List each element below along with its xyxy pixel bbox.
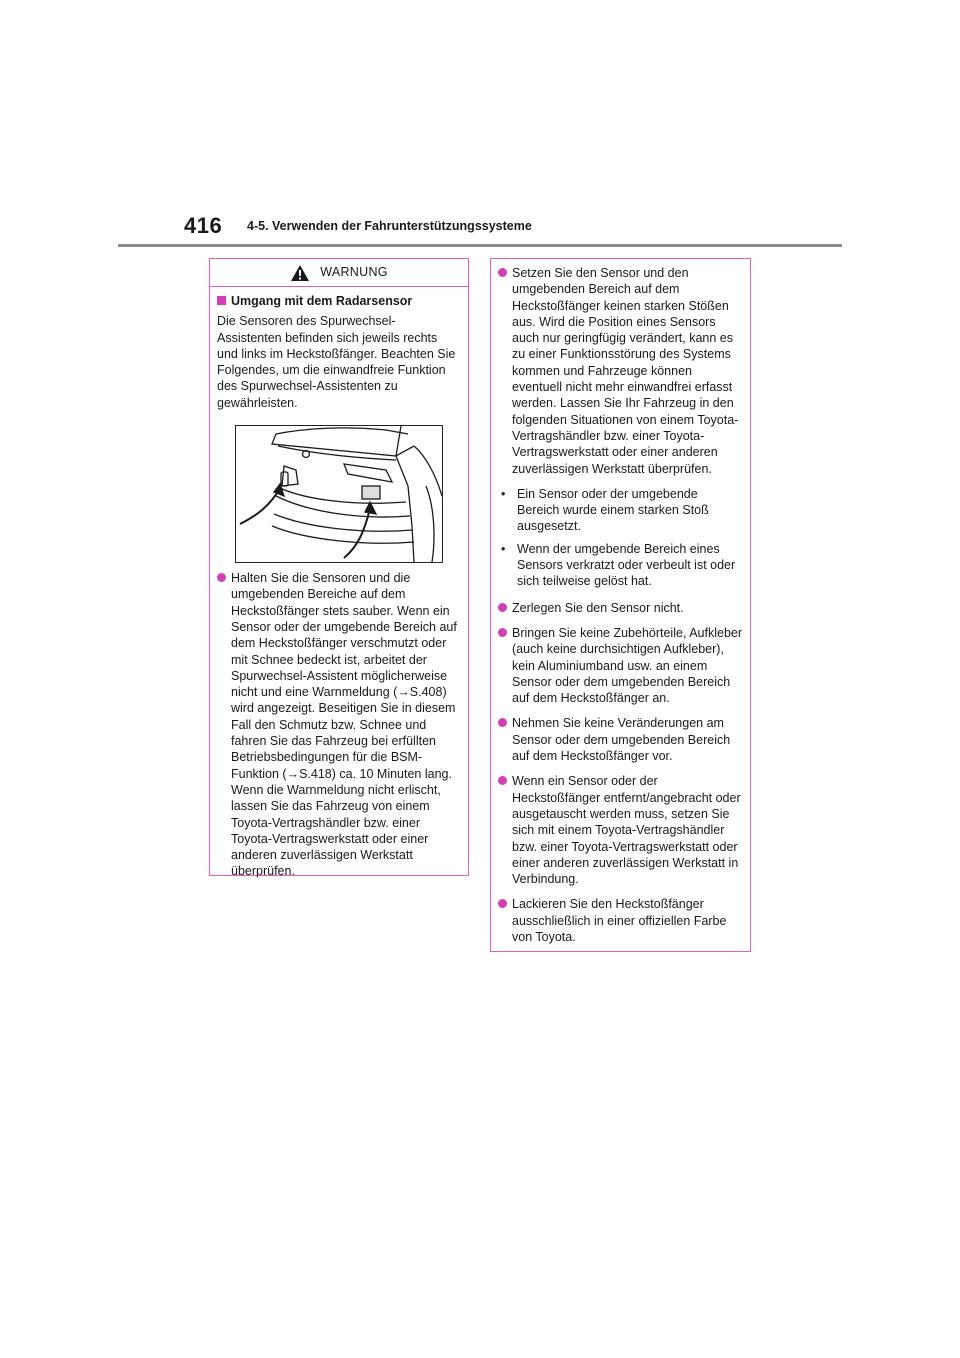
warning-intro: Die Sensoren des Spurwechsel-Assistenten befinden sich jeweils rechts und links im Heckstoßfänger. Beachten Sie Folgendes, um die einwandfreie Funktion des Spurwechsel-Assistenten zu gewährleisten. <box>217 314 456 410</box>
bullet-icon <box>217 573 226 582</box>
square-marker-icon <box>217 296 226 305</box>
bullet-text: Zerlegen Sie den Sensor nicht. <box>512 600 684 615</box>
bullet-text: Nehmen Sie keine Veränderungen am Sensor oder dem umgebenden Bereich auf dem Heckstoßfänger vor. <box>512 716 731 764</box>
warning-triangle-icon <box>290 264 310 282</box>
bullet-no-accessories <box>498 625 742 706</box>
warning-bullet-keep-clean <box>217 570 460 880</box>
sub-item-strong-impact <box>498 486 742 535</box>
caution-list-box <box>490 258 751 952</box>
bullet-icon <box>498 628 507 637</box>
sub-item-text: Wenn der umgebende Bereich eines Sensors verkratzt oder verbeult ist oder sich teilweise gelöst hat. <box>517 541 736 589</box>
section-title: 4-5. Verwenden der Fahrunterstützungssysteme <box>247 219 532 233</box>
bullet-text: Lackieren Sie den Heckstoßfänger ausschließlich in einer offiziellen Farbe von Toyota. <box>512 897 727 944</box>
warning-heading <box>217 293 460 309</box>
bullet-icon <box>498 268 507 277</box>
bullet-sensor-replacement <box>498 773 742 887</box>
sub-bullet-mark: • <box>501 486 506 501</box>
bullet-icon <box>498 776 507 785</box>
warning-header <box>210 259 468 287</box>
rear-bumper-sensor-illustration <box>235 425 443 563</box>
sub-item-damaged-area <box>498 541 742 590</box>
warning-heading-text: Umgang mit dem Radarsensor <box>231 294 413 308</box>
bullet-text: Halten Sie die Sensoren und die umgebenden Bereiche auf dem Heckstoßfänger stets sauber. Wenn ein Sensor oder der umgebende Bereich auf dem Heckstoßfänger verschmutzt oder mit Schnee bedeckt ist, arbeitet der Spurwechsel-Assistent möglicherweise nicht und eine Warnmeldung (→S.408) wird angezeigt. Beseitigen Sie in diesem Fall den Schmutz bzw. Schnee und fahren Sie das Fahrzeug bei erfüllten Betriebsbedingungen für die BSM-Funktion (→S.418) ca. 10 Minuten lang. Wenn die Warnmeldung nicht erlischt, lassen Sie das Fahrzeug von einem Toyota-Vertragshändler bzw. einer Toyota-Vertragswerkstatt oder einer anderen zuverlässigen Werkstatt überprüfen. <box>231 571 457 879</box>
bullet-text: Bringen Sie keine Zubehörteile, Aufkleber (auch keine durchsichtigen Aufkleber), kein Aluminiumband usw. an einem Sensor oder dem umgebenden Bereich auf dem Heckstoßfänger an. <box>512 625 743 706</box>
warning-box <box>209 258 469 879</box>
bullet-no-disassembly <box>498 600 742 616</box>
sub-item-text: Ein Sensor oder der umgebende Bereich wurde einem starken Stoß ausgesetzt. <box>517 486 709 534</box>
sub-bullet-mark: • <box>501 541 506 556</box>
bullet-text: Wenn ein Sensor oder der Heckstoßfänger entfernt/angebracht oder ausgetauscht werden muss, setzen Sie sich mit einem Toyota-Vertragshändler bzw. einer Toyota-Vertragswerkstatt oder einer anderen zuverlässigen Werkstatt in Verbindung. <box>512 774 741 887</box>
bullet-text: Setzen Sie den Sensor und den umgebenden Bereich auf dem Heckstoßfänger keinen starken Stößen aus. Wird die Position eines Sensors auch nur geringfügig verändert, kann es zu einer Funktionsstörung des Systems kommen und Fahrzeuge können eventuell nicht mehr einwandfrei erfasst werden. Lassen Sie Ihr Fahrzeug in den folgenden Situationen von einem Toyota-Vertragshändler bzw. einer Toyota-Vertragswerkstatt oder einer anderen zuverlässigen Werkstatt überprüfen. <box>512 266 739 476</box>
bullet-icon <box>498 899 507 908</box>
bullet-no-shocks <box>498 265 742 477</box>
bullet-official-paint <box>498 896 742 945</box>
bullet-icon <box>498 603 507 612</box>
bullet-icon <box>498 718 507 727</box>
bullet-no-modifications <box>498 715 742 764</box>
header-rule <box>118 244 842 247</box>
warning-label: WARNUNG <box>320 265 388 280</box>
page-number: 416 <box>184 213 223 238</box>
